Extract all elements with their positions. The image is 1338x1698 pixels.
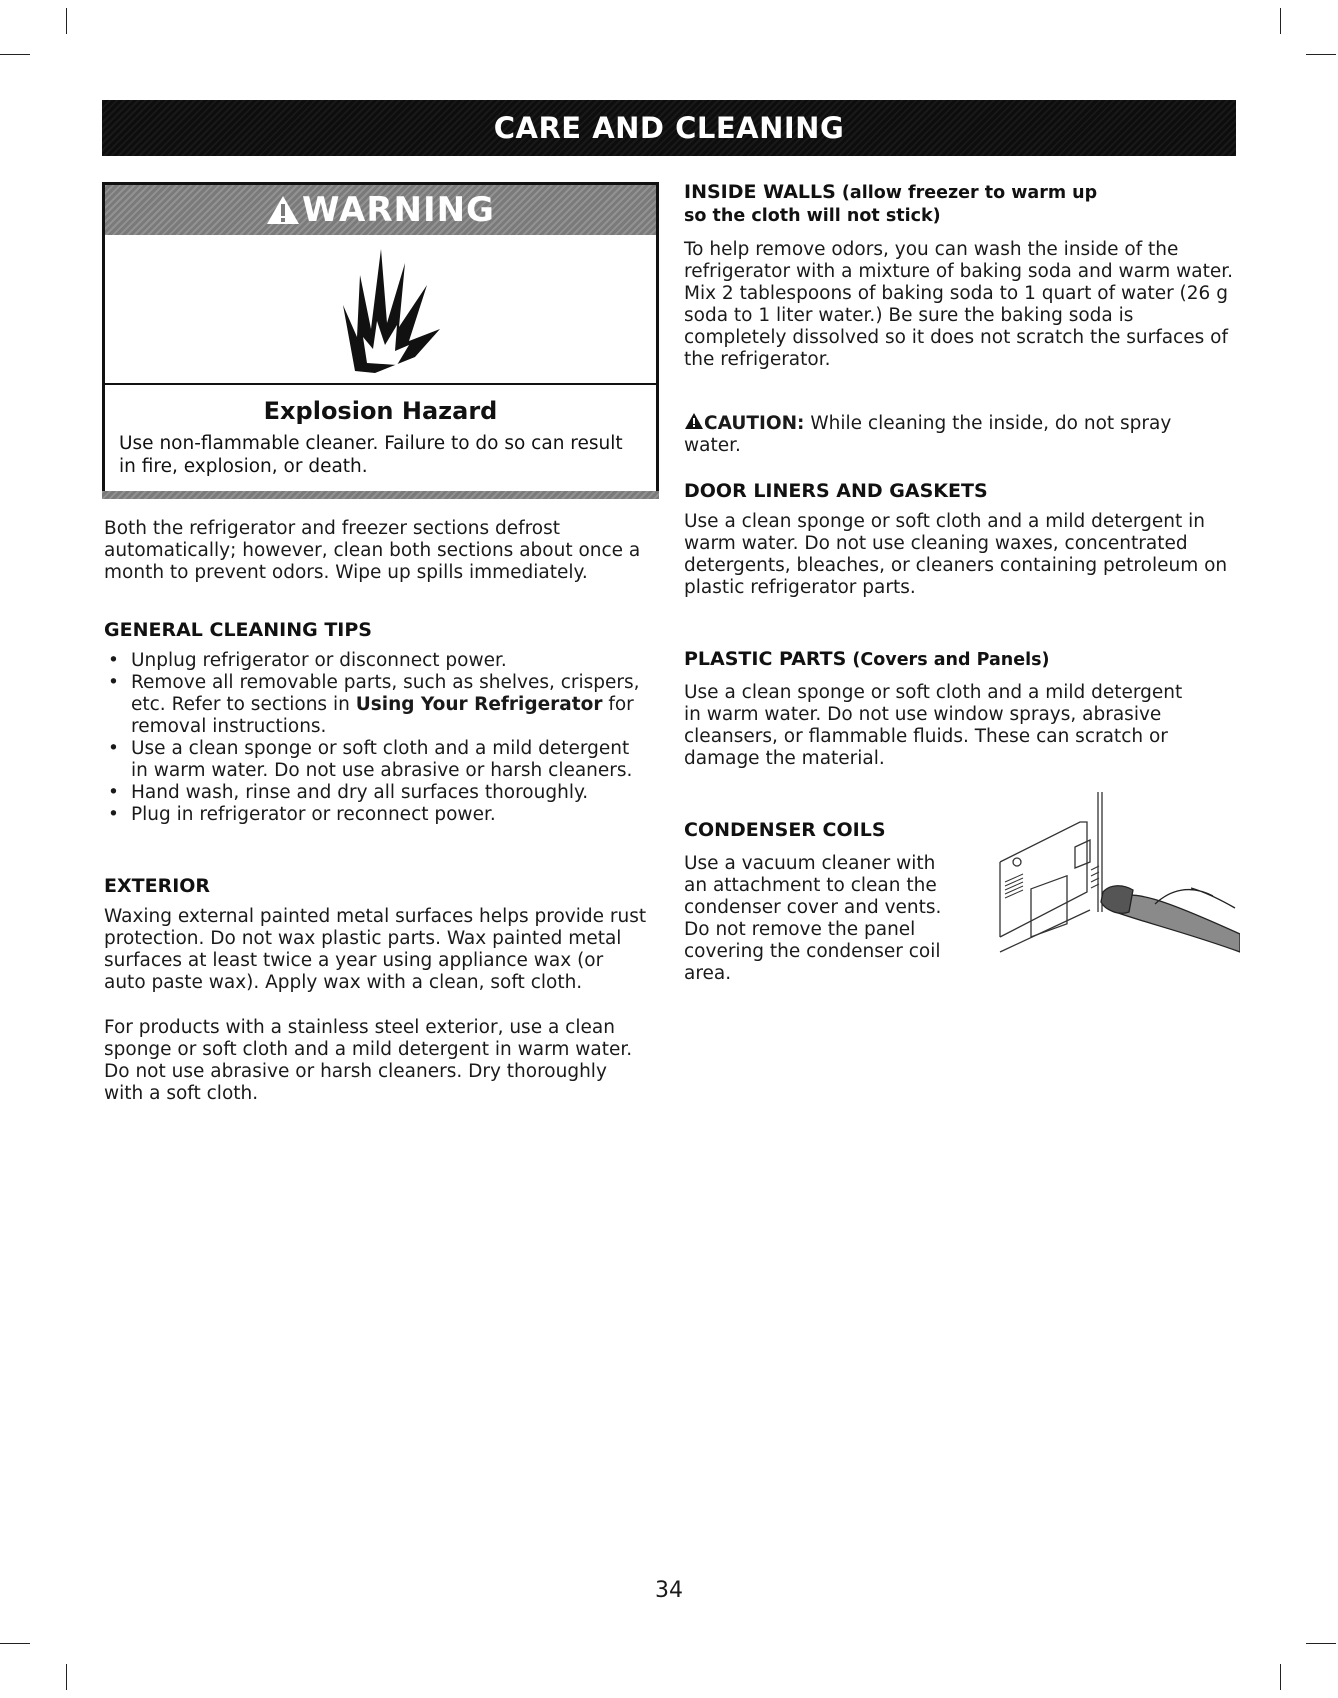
general-cleaning-heading: GENERAL CLEANING TIPS <box>104 619 372 641</box>
crop-mark <box>1306 54 1336 55</box>
condenser-cleaning-illustration <box>995 792 1240 967</box>
plastic-parts-heading-bold: PLASTIC PARTS <box>684 648 847 670</box>
warning-box <box>102 182 659 494</box>
caution-note <box>684 412 1204 457</box>
warning-header <box>105 185 656 235</box>
caution-label: CAUTION: <box>704 413 805 434</box>
exterior-paragraph-2: For products with a stainless steel exterior, use a clean sponge or soft cloth and a mild detergent in warm water. Do not use abrasive or harsh cleaners. Dry thoroughly with a soft cloth. <box>104 1017 633 1104</box>
plastic-parts-heading-note: (Covers and Panels) <box>846 650 1050 670</box>
plastic-parts-heading <box>684 648 1224 671</box>
crop-mark <box>66 1664 67 1690</box>
crop-mark <box>66 8 67 34</box>
section-reference: Using Your Refrigerator <box>355 694 603 715</box>
list-item-text: for removal instructions. <box>131 694 634 737</box>
hazard-text: Use non-flammable cleaner. Failure to do so can result in fire, explosion, or death. <box>119 433 623 477</box>
plastic-parts-paragraph: Use a clean sponge or soft cloth and a mild detergent in warm water. Do not use window sprays, abrasive cleansers, or flammable fluids. These can scratch or damage the material. <box>684 682 1183 769</box>
warning-triangle-icon <box>266 195 300 225</box>
list-item: • Plug in refrigerator or reconnect power. <box>104 804 649 826</box>
warning-divider <box>105 383 656 385</box>
crop-mark <box>0 54 30 55</box>
hazard-title: Explosion Hazard <box>263 397 498 425</box>
condenser-coils-heading: CONDENSER COILS <box>684 819 886 841</box>
crop-mark <box>1280 1664 1281 1690</box>
warning-footer-bar <box>102 491 659 499</box>
caution-triangle-icon <box>684 412 704 430</box>
exterior-heading: EXTERIOR <box>104 875 211 897</box>
inside-walls-heading <box>684 181 1124 227</box>
crop-mark <box>1280 8 1281 34</box>
caution-text: While cleaning the inside, do not spray water. <box>684 413 1172 456</box>
door-liners-paragraph: Use a clean sponge or soft cloth and a mild detergent in warm water. Do not use cleaning waxes, concentrated detergents, bleaches, or cleaners containing petroleum on plastic refrigerator parts. <box>684 511 1228 598</box>
list-item: • Hand wash, rinse and dry all surfaces thoroughly. <box>104 782 649 804</box>
inside-walls-heading-bold: INSIDE WALLS <box>684 181 836 203</box>
door-liners-heading: DOOR LINERS AND GASKETS <box>684 480 988 502</box>
section-banner <box>102 100 1236 156</box>
general-cleaning-list <box>104 650 649 826</box>
explosion-icon <box>315 245 445 375</box>
list-item-text: Remove all removable parts, such as shelves, crispers, etc. Refer to sections in <box>131 672 640 715</box>
exterior-paragraph-1: Waxing external painted metal surfaces helps provide rust protection. Do not wax plastic parts. Wax painted metal surfaces at least twice a year using appliance wax (or auto paste wax). Apply wax with a clean, soft cloth. <box>104 906 647 993</box>
warning-label: WARNING <box>302 190 495 230</box>
intro-paragraph: Both the refrigerator and freezer sections defrost automatically; however, clean both sections about once a month to prevent odors. Wipe up spills immediately. <box>104 518 641 583</box>
banner-title: CARE AND CLEANING <box>493 111 845 145</box>
condenser-coils-paragraph: Use a vacuum cleaner with an attachment to clean the condenser cover and vents. Do not remove the panel covering the condenser coil area. <box>684 853 942 984</box>
inside-walls-paragraph: To help remove odors, you can wash the inside of the refrigerator with a mixture of baking soda and warm water. Mix 2 tablespoons of baking soda to 1 quart of water (26 g soda to 1 liter water.) Be sure the baking soda is completely dissolved so it does not scratch the surfaces of the refrigerator. <box>684 239 1234 370</box>
crop-mark <box>0 1643 30 1644</box>
crop-mark <box>1306 1643 1336 1644</box>
list-item: • Unplug refrigerator or disconnect power. <box>104 650 649 672</box>
list-item: • Use a clean sponge or soft cloth and a mild detergent in warm water. Do not use abrasive or harsh cleaners. <box>104 738 649 782</box>
list-item <box>104 672 649 738</box>
page-number: 34 <box>655 1578 683 1603</box>
inside-walls-heading-note: (allow freezer to warm up so the cloth will not stick) <box>684 183 1098 226</box>
